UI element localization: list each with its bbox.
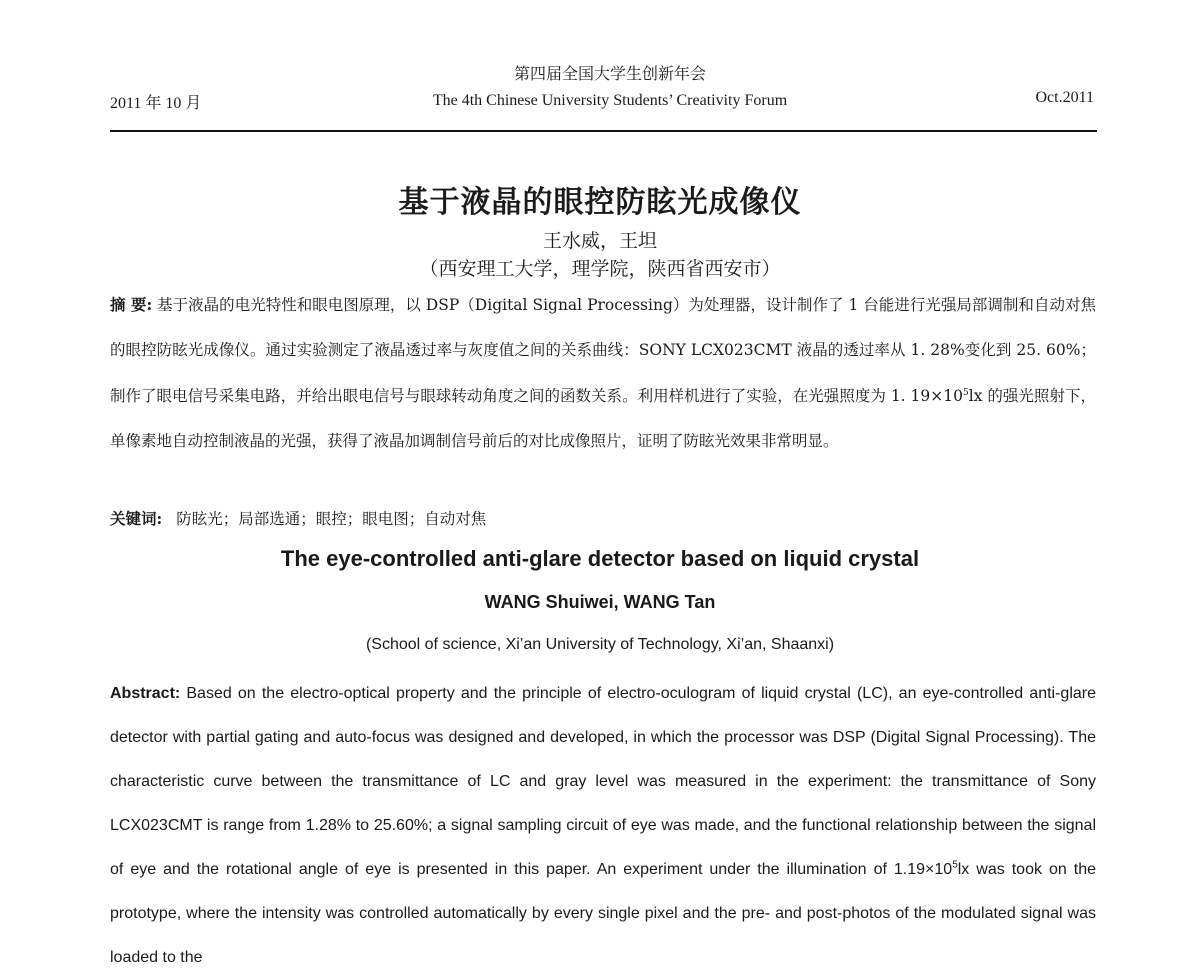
paper-title-cn: 基于液晶的眼控防眩光成像仪: [398, 185, 802, 220]
keywords-cn-text: 防眩光；局部选通；眼控；眼电图；自动对焦: [176, 510, 487, 528]
header-conference: [300, 64, 920, 113]
abstract-en-text-2: lx was took on the prototype, where the intensity was controlled automatically by every single pixel and the pre- and post-photos of the modulated signal was loaded to the: [110, 861, 1096, 966]
keywords-label-cn: 关键词:: [110, 509, 163, 528]
authors-en: WANG Shuiwei, WANG Tan: [484, 592, 716, 612]
abstract-cn: [110, 282, 1096, 465]
paper-title-en: The eye-controlled anti-glare detector based on liquid crystal: [280, 546, 920, 571]
affiliation-en: (School of science, Xi’an University of Technology, Xi’an, Shaanxi): [365, 636, 835, 653]
affiliation-cn: （西安理工大学，理学院，陕西省西安市）: [419, 258, 781, 280]
header-date-cn: 2011 年 10 月: [110, 95, 202, 112]
header-date-en: Oct.2011: [1035, 89, 1094, 106]
keywords-cn: [110, 504, 1096, 534]
abstract-cn-text-2: lx 的强光照射下，单像素地自动控制液晶的光强，获得了液晶加调制信号前后的对比成像照片，证明了防眩光效果非常明显。: [110, 386, 1096, 451]
abstract-en-text-1: Based on the electro-optical property and the principle of electro-oculogram of liquid crystal (LC), an eye-controlled anti-glare detector with partial gating and auto-focus was designed and developed, in which the processor was DSP (Digital Signal Processing). The characteristic curve between the transmittance of LC and gray level was measured in the experiment: the transmittance of Sony LCX023CMT is range from 1.28% to 25.60%; a signal sampling circuit of eye was made, and the functional relationship between the signal of eye and the rotational angle of eye is presented in this paper. An experiment under the illumination of 1.19×10: [110, 685, 1096, 878]
conference-title-cn: 第四届全国大学生创新年会: [513, 66, 706, 83]
authors-cn: 王水威，王坦: [542, 230, 657, 252]
header-divider: [110, 130, 1097, 132]
abstract-label-en: Abstract:: [110, 685, 181, 702]
abstract-en-exponent: 5: [952, 859, 958, 871]
abstract-cn-text-1: 基于液晶的电光特性和眼电图原理，以 DSP（Digital Signal Processing）为处理器，设计制作了 1 台能进行光强局部调制和自动对焦的眼控防眩光成像仪。通过实验测定了液晶透过率与灰度值之间的关系曲线：SONY LCX023CMT 液晶的透过率从 1. 28%变化到 25. 60%；制作了眼电信号采集电路，并给出眼电信号与眼球转动角度之间的函数关系。利用样机进行了实验，在光强照度为 1. 19×10: [110, 296, 1096, 405]
conference-title-en: The 4th Chinese University Students’ Creativity Forum: [432, 92, 788, 109]
abstract-cn-exponent: 5: [963, 387, 969, 398]
abstract-label-cn: 摘 要:: [110, 295, 153, 314]
abstract-en: [110, 672, 1096, 980]
